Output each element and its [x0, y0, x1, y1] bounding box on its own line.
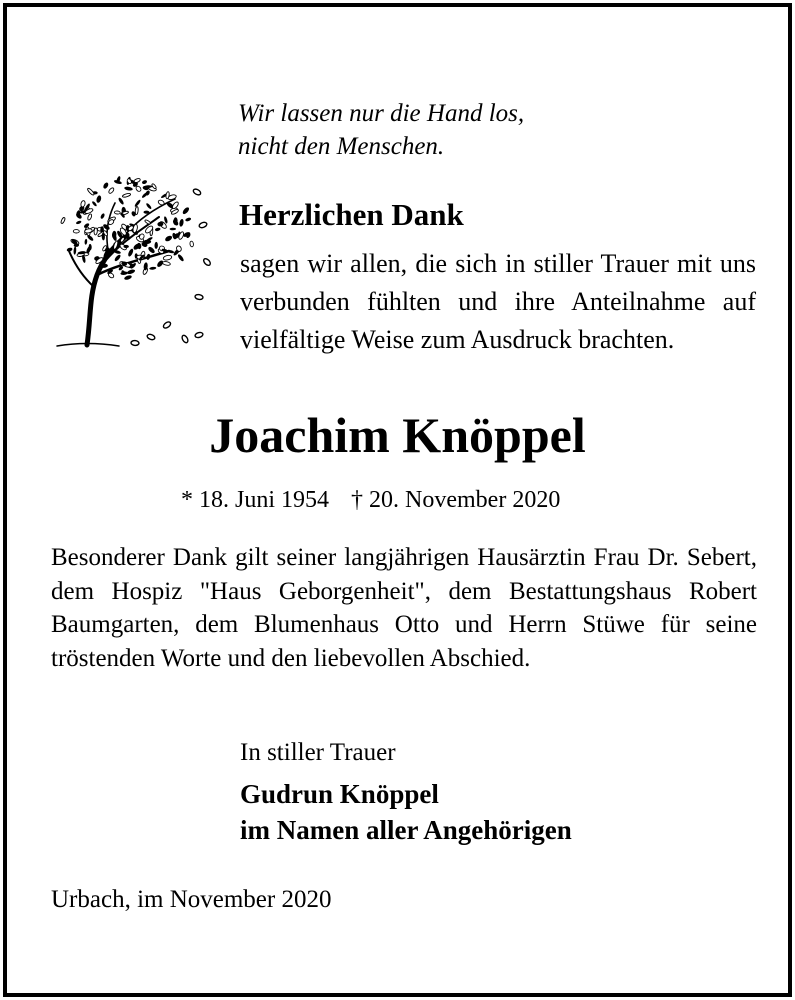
tree-leaf: [145, 202, 152, 209]
tree-leaf: [100, 213, 106, 220]
tree-leaf: [80, 200, 86, 207]
deceased-name: Joachim Knöppel: [209, 407, 586, 463]
tree-leaf: [146, 253, 151, 260]
tree-leaf: [134, 199, 142, 208]
place-date: Urbach, im November 2020: [51, 886, 332, 913]
tree-leaf: [182, 206, 191, 215]
quote: [238, 97, 524, 163]
tree-leaf: [76, 220, 82, 225]
tree-leaf: [135, 206, 139, 214]
signature-family: im Namen aller Angehörigen: [240, 815, 572, 845]
tree-leaf: [124, 186, 133, 191]
tree-leaf: [144, 219, 150, 224]
tree-leaf: [179, 219, 184, 227]
quote-line-2: nicht den Menschen.: [238, 133, 445, 160]
tree-leaf: [185, 217, 192, 222]
tree-leaf: [96, 195, 102, 204]
tree-leaf: [157, 199, 164, 206]
signature-name: Gudrun Knöppel: [240, 779, 439, 809]
birth-date: * 18. Juni 1954: [181, 487, 330, 513]
quote-line-1: Wir lassen nur die Hand los,: [238, 100, 525, 127]
tree-leaf: [84, 239, 87, 245]
tree-leaf: [124, 275, 133, 281]
tree-leaf: [164, 235, 173, 243]
tree-leaf: [147, 246, 156, 254]
tree-leaf: [163, 255, 172, 261]
tree-leaf: [149, 267, 156, 271]
death-date: † 20. November 2020: [351, 487, 561, 513]
tree-leaf: [154, 242, 158, 249]
tree-leaf: [155, 227, 161, 231]
tree-leaf: [118, 197, 125, 205]
tree-leaf: [122, 193, 131, 198]
tree-leaf: [170, 228, 176, 231]
tree-leaf: [114, 211, 120, 214]
tree-leaf: [114, 254, 122, 262]
signature-intro: In stiller Trauer: [240, 739, 396, 766]
tree-leaf: [162, 261, 171, 266]
obituary-notice: [3, 3, 792, 997]
wind-blown-tree-icon: [47, 147, 217, 357]
tree-leaf: [91, 201, 97, 207]
tree-leaf: [73, 230, 79, 234]
special-thanks-paragraph: Besonderer Dank gilt seiner langjährigen Hausärztin Frau Dr. Sebert, dem Hospiz "Haus Geborgenheit", dem Bestattungshaus Robert Baumgarten, dem Blumenhaus Otto und Herrn Stüwe für seine tröstenden Worte und den liebevollen Abschied.: [51, 544, 757, 672]
tree-leaf: [127, 248, 134, 257]
tree-leaf: [141, 179, 147, 184]
thanks-text: sagen wir allen, die sich in stiller Trauer mit uns verbunden fühlten und ihre Anteilnahme auf vielfältige Weise zum Ausdruck brachten.: [240, 249, 756, 354]
tree-leaf: [66, 247, 73, 252]
tree-leaf: [94, 228, 98, 235]
tree-leaf: [126, 269, 135, 275]
tree-leaf: [190, 241, 194, 247]
thanks-title: Herzlichen Dank: [239, 197, 464, 232]
tree-leaf: [87, 213, 92, 220]
tree-leaf: [177, 254, 185, 263]
tree-leaf: [102, 182, 109, 190]
tree-leaf: [171, 201, 179, 210]
life-dates: [181, 487, 560, 514]
tree-leaf: [108, 187, 115, 194]
tree-leaf: [60, 217, 65, 224]
tree-leaf: [73, 246, 76, 254]
